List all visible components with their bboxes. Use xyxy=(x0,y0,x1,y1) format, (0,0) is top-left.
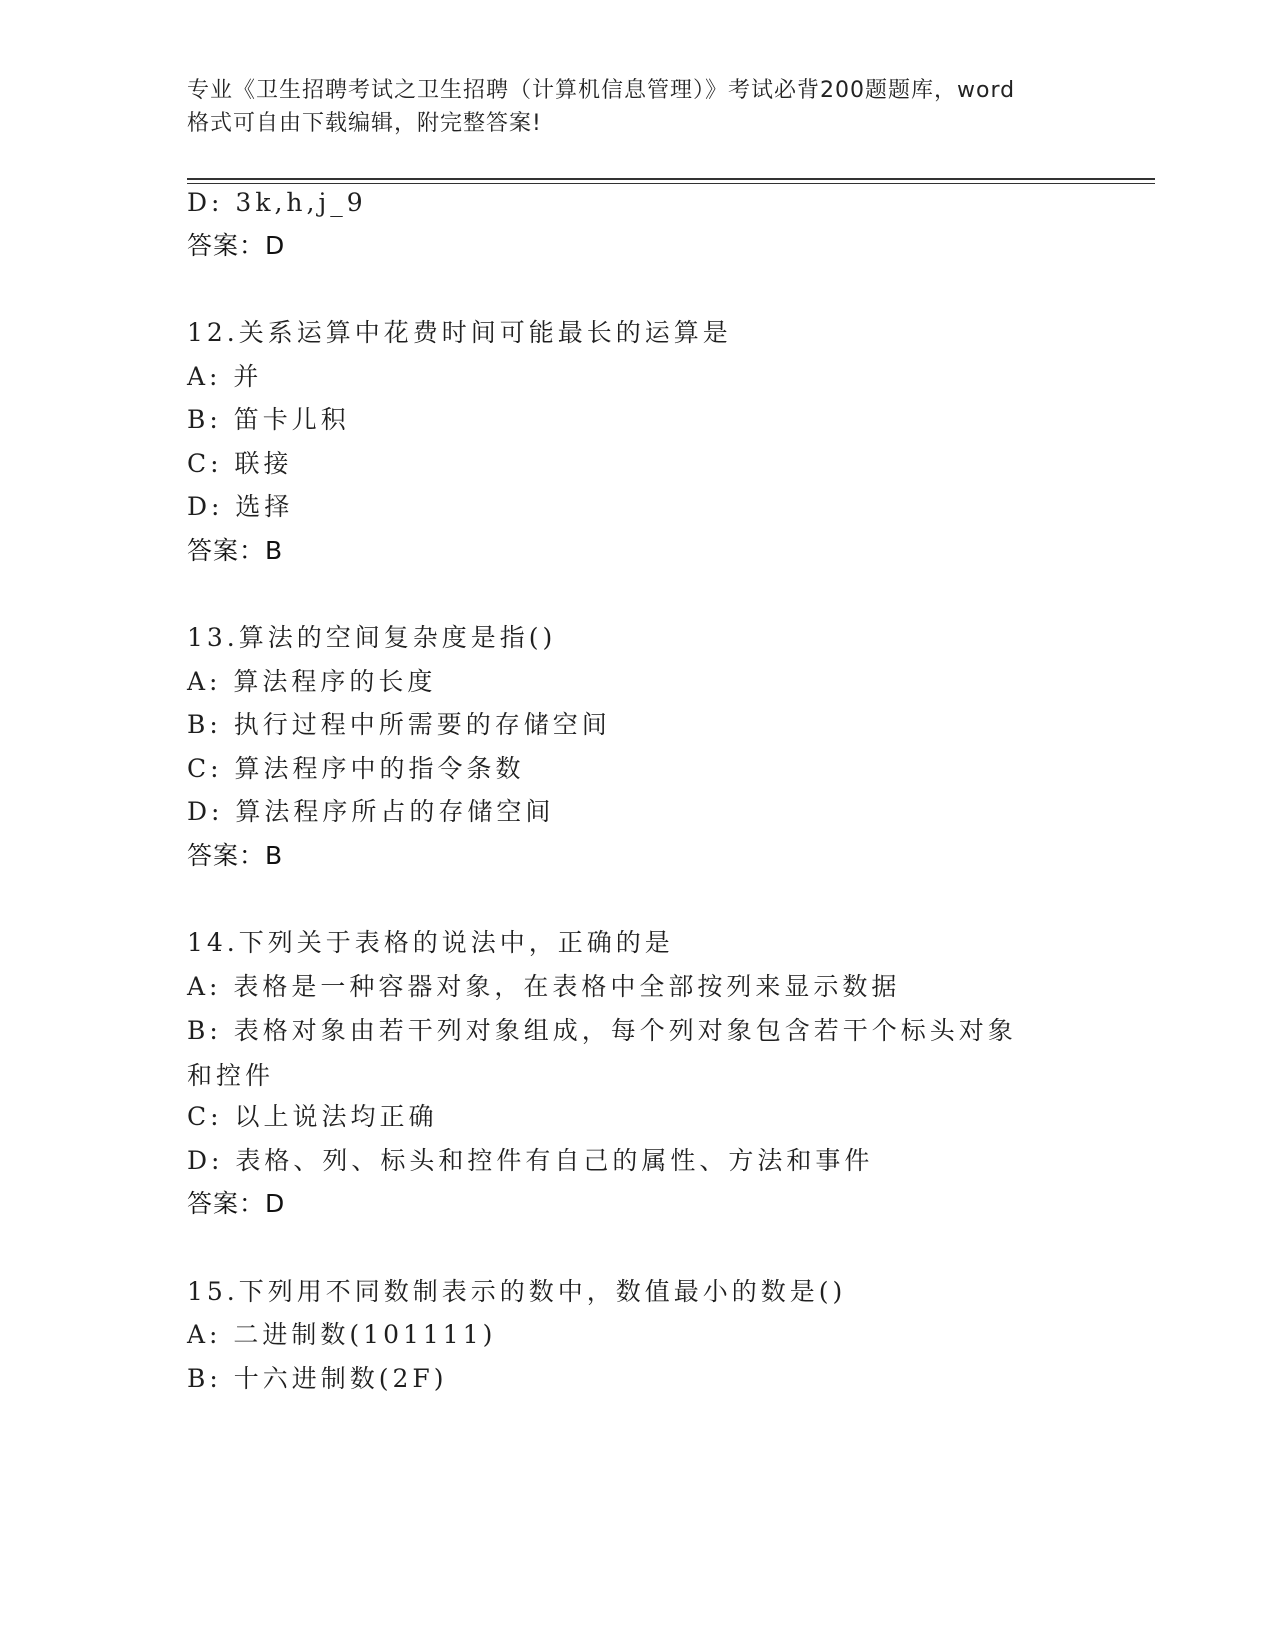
q14-option-c: C: 以上说法均正确 xyxy=(187,1102,438,1131)
q14-option-d: D: 表格、列、标头和控件有自己的属性、方法和事件 xyxy=(187,1146,874,1175)
q12-option-a: A: 并 xyxy=(187,362,263,391)
q13-option-c: C: 算法程序中的指令条数 xyxy=(187,754,525,783)
q14-question: 14.下列关于表格的说法中，正确的是 xyxy=(187,928,674,957)
prev-option-d: D: 3k,h,j_9 xyxy=(187,188,367,217)
q14-option-a: A: 表格是一种容器对象，在表格中全部按列来显示数据 xyxy=(187,972,901,1001)
q12-option-d: D: 选择 xyxy=(187,492,294,521)
q15-option-a: A: 二进制数(101111) xyxy=(187,1320,497,1349)
q14-option-b: B: 表格对象由若干列对象组成，每个列对象包含若干个标头对象和控件 xyxy=(187,1016,1017,1090)
prev-answer: 答案：D xyxy=(187,231,286,260)
q13-option-d: D: 算法程序所占的存储空间 xyxy=(187,797,555,826)
q12-answer: 答案：B xyxy=(187,536,284,565)
q13-option-b: B: 执行过程中所需要的存储空间 xyxy=(187,710,611,739)
q12-question: 12.关系运算中花费时间可能最长的运算是 xyxy=(187,318,732,347)
header-divider xyxy=(187,178,1155,180)
q13-option-a: A: 算法程序的长度 xyxy=(187,667,437,696)
q12-option-c: C: 联接 xyxy=(187,449,293,478)
q13-question: 13.算法的空间复杂度是指() xyxy=(187,623,557,652)
header-line-2: 格式可自由下载编辑，附完整答案! xyxy=(187,111,542,136)
document-header xyxy=(187,74,1087,140)
header-divider-thin xyxy=(187,183,1155,184)
q14-answer: 答案：D xyxy=(187,1189,286,1218)
q15-question: 15.下列用不同数制表示的数中，数值最小的数是() xyxy=(187,1277,847,1306)
q13-answer: 答案：B xyxy=(187,841,284,870)
q12-option-b: B: 笛卡儿积 xyxy=(187,405,350,434)
header-line-1: 专业《卫生招聘考试之卫生招聘（计算机信息管理）》考试必背200题题库，word xyxy=(187,78,1016,103)
q15-option-b: B: 十六进制数(2F) xyxy=(187,1364,448,1393)
